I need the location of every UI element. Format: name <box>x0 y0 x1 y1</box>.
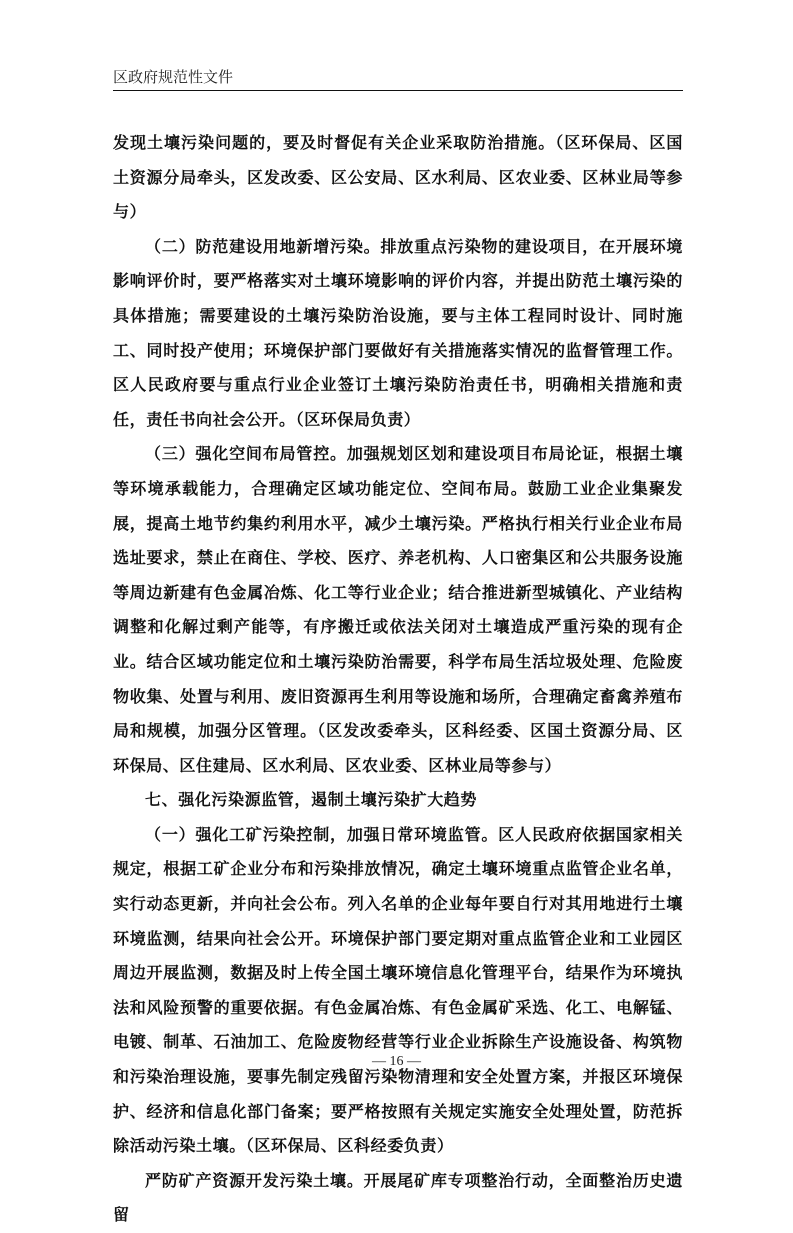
paragraph: （三）强化空间布局管控。加强规划区划和建设项目布局论证，根据土壤等环境承载能力，合理确定区域功能定位、空间布局。鼓励工业企业集聚发展，提高土地节约集约利用水平，减少土壤污染。严格执行相关行业企业布局选址要求，禁止在商住、学校、医疗、养老机构、人口密集区和公共服务设施等周边新建有色金属冶炼、化工等行业企业；结合推进新型城镇化、产业结构调整和化解过剩产能等，有序搬迁或依法关闭对土壤造成严重污染的现有企业。结合区域功能定位和土壤污染防治需要，科学布局生活垃圾处理、危险废物收集、处置与利用、废旧资源再生利用等设施和场所，合理确定畜禽养殖布局和规模，加强分区管理。（区发改委牵头，区科经委、区国土资源分局、区环保局、区住建局、区水利局、区农业委、区林业局等参与） <box>113 444 683 775</box>
paragraph: （一）强化工矿污染控制，加强日常环境监管。区人民政府依据国家相关规定，根据工矿企业分布和污染排放情况，确定土壤环境重点监管企业名单，实行动态更新，并向社会公布。列入名单的企业每年要自行对其用地进行土壤环境监测，结果向社会公开。环境保护部门要定期对重点监管企业和工业园区周边开展监测，数据及时上传全国土壤环境信息化管理平台，结果作为环境执法和风险预警的重要依据。有色金属冶炼、有色金属矿采选、化工、电解锰、电镀、制革、石油加工、危险废物经营等行业企业拆除生产设施设备、构筑物和污染治理设施，要事先制定残留污染物清理和安全处置方案，并报区环境保护、经济和信息化部门备案；要严格按照有关规定实施安全处理处置，防范拆除活动污染土壤。（区环保局、区科经委负责） <box>113 824 683 1156</box>
paragraph: （二）防范建设用地新增污染。排放重点污染物的建设项目，在开展环境影响评价时，要严格落实对土壤环境影响的评价内容，并提出防范土壤污染的具体措施；需要建设的土壤污染防治设施，要与主体工程同时设计、同时施工、同时投产使用；环境保护部门要做好有关措施落实情况的监督管理工作。区人民政府要与重点行业企业签订土壤污染防治责任书，明确相关措施和责任，责任书向社会公开。（区环保局负责） <box>113 236 683 429</box>
header-divider <box>113 90 683 91</box>
document-header: 区政府规范性文件 <box>113 68 234 86</box>
paragraph: 发现土壤污染问题的，要及时督促有关企业采取防治措施。（区环保局、区国土资源分局牵头，区发改委、区公安局、区水利局、区农业委、区林业局等参与） <box>113 133 683 222</box>
paragraph: 严防矿产资源开发污染土壤。开展尾矿库专项整治行动，全面整治历史遗留 <box>113 1170 683 1225</box>
section-heading: 七、强化污染源监管，遏制土壤污染扩大趋势 <box>145 790 478 810</box>
page-number: — 16 — <box>372 1054 421 1069</box>
